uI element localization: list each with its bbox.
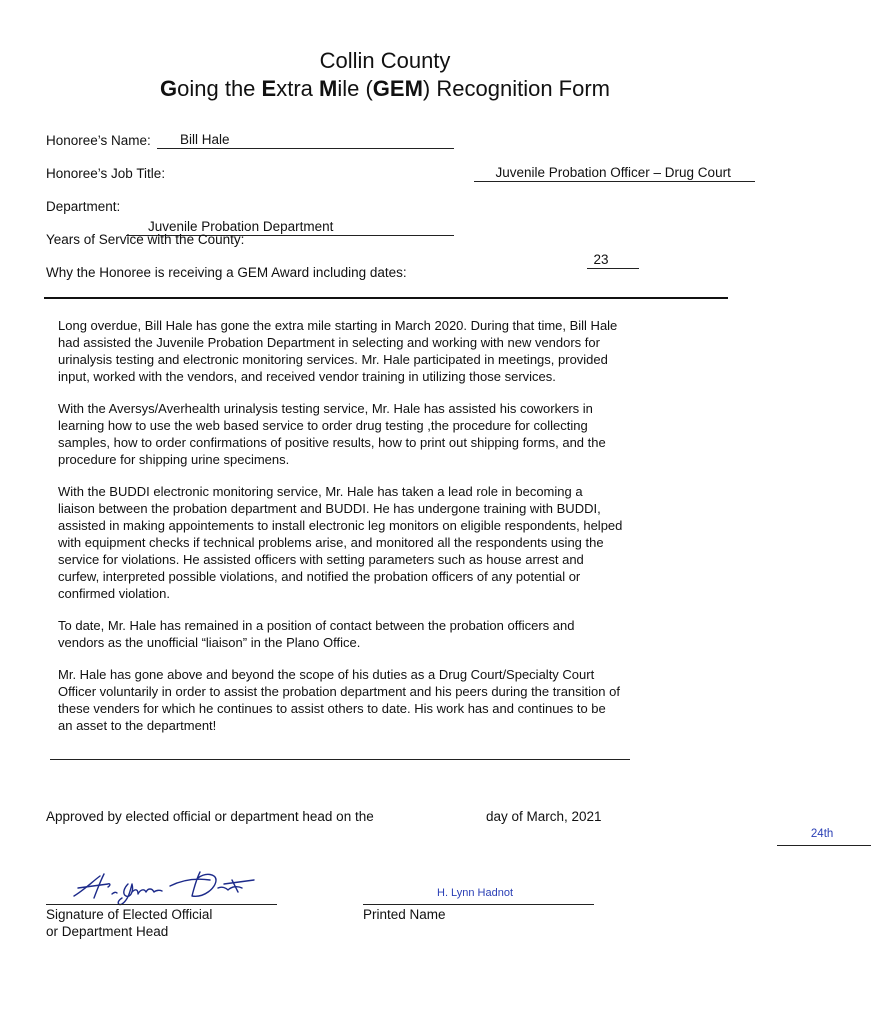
job-title-field[interactable] xyxy=(474,166,755,182)
justification-paragraph: Mr. Hale has gone above and beyond the scope of his duties as a Drug Court/Specialty Court Officer voluntarily in order to assist the probation department and his peers during the transition of these venders for which he continues to assist others to date. His work has and continues to be an asset to the department! xyxy=(58,667,620,733)
honoree-name-value: Bill Hale xyxy=(180,132,230,147)
title-part: xtra xyxy=(276,76,320,101)
approval-prefix: Approved by elected official or department head on the xyxy=(46,809,374,824)
job-title-row xyxy=(46,166,165,181)
title-part: M xyxy=(319,76,338,101)
honoree-name-row xyxy=(46,133,151,148)
job-title-value: Juvenile Probation Officer – Drug Court xyxy=(495,165,731,180)
title-part: oing the xyxy=(177,76,262,101)
approval-day-value: 24th xyxy=(810,828,834,840)
form-title-county: Collin County xyxy=(319,48,451,73)
honoree-name-field[interactable] xyxy=(157,133,454,149)
justification-paragraph: To date, Mr. Hale has remained in a position of contact between the probation officers and vendors as the unofficial “liaison” in the Plano Office. xyxy=(58,618,575,650)
title-part: GEM xyxy=(372,76,423,101)
years-label: Years of Service with the County: xyxy=(46,232,245,247)
approval-suffix: day of March, 2021 xyxy=(486,809,602,824)
title-part: ile ( xyxy=(337,76,373,101)
department-row xyxy=(46,199,120,214)
years-value: 23 xyxy=(593,252,609,267)
honoree-name-label: Honoree’s Name: xyxy=(46,133,151,148)
title-part: ) Recognition Form xyxy=(422,76,610,101)
printed-name-value: H. Lynn Hadnot xyxy=(437,887,514,899)
title-part: G xyxy=(160,76,178,101)
job-title-label: Honoree’s Job Title: xyxy=(46,166,166,181)
justification-paragraph: With the BUDDI electronic monitoring service, Mr. Hale has taken a lead role in becoming a liaison between the probation department and BUDDI. He has undergone training with BUDDI, assisted in making appointements to install electronic leg monitors on eligible respondents, helped with equipment checks if technical problems arise, and monitored all the respondents using the service for violations. He assisted officers with setting parameters such as house arrest and curfew, interpreted possible violations, and notified the probation officers of any potential or confirmed violation. xyxy=(58,484,623,601)
signature-label-line1: Signature of Elected Official xyxy=(46,907,213,922)
bottom-divider xyxy=(50,759,630,760)
top-divider xyxy=(44,297,728,299)
department-value: Juvenile Probation Department xyxy=(148,219,334,234)
approval-day-field[interactable] xyxy=(777,830,871,846)
printed-name-label: Printed Name xyxy=(363,907,446,922)
years-field[interactable] xyxy=(587,253,639,269)
form-title xyxy=(0,76,770,102)
signature-image xyxy=(70,858,260,906)
signature-label-line2: or Department Head xyxy=(46,924,169,939)
why-label: Why the Honoree is receiving a GEM Award including dates: xyxy=(46,265,407,280)
department-label: Department: xyxy=(46,199,121,214)
justification-paragraph: Long overdue, Bill Hale has gone the extra mile starting in March 2020. During that time, Bill Hale had assisted the Juvenile Probation Department in selecting and working with new vendors for urinalysis testing and electronic monitoring services. Mr. Hale participated in meetings, provided input, worked with the vendors, and received vendor training in utilizing those services. xyxy=(58,318,618,384)
signature-line[interactable] xyxy=(46,904,277,905)
justification-paragraph: With the Aversys/Averhealth urinalysis testing service, Mr. Hale has assisted his coworkers in learning how to use the web based service to order drug testing ,the procedure for collecting samples, how to order confirmations of positive results, how to print out shipping forms, and the procedure for shipping urine specimens. xyxy=(58,401,606,467)
title-part: E xyxy=(261,76,277,101)
printed-name-line[interactable] xyxy=(363,904,594,905)
justification-text xyxy=(58,317,623,749)
years-row xyxy=(46,232,244,247)
